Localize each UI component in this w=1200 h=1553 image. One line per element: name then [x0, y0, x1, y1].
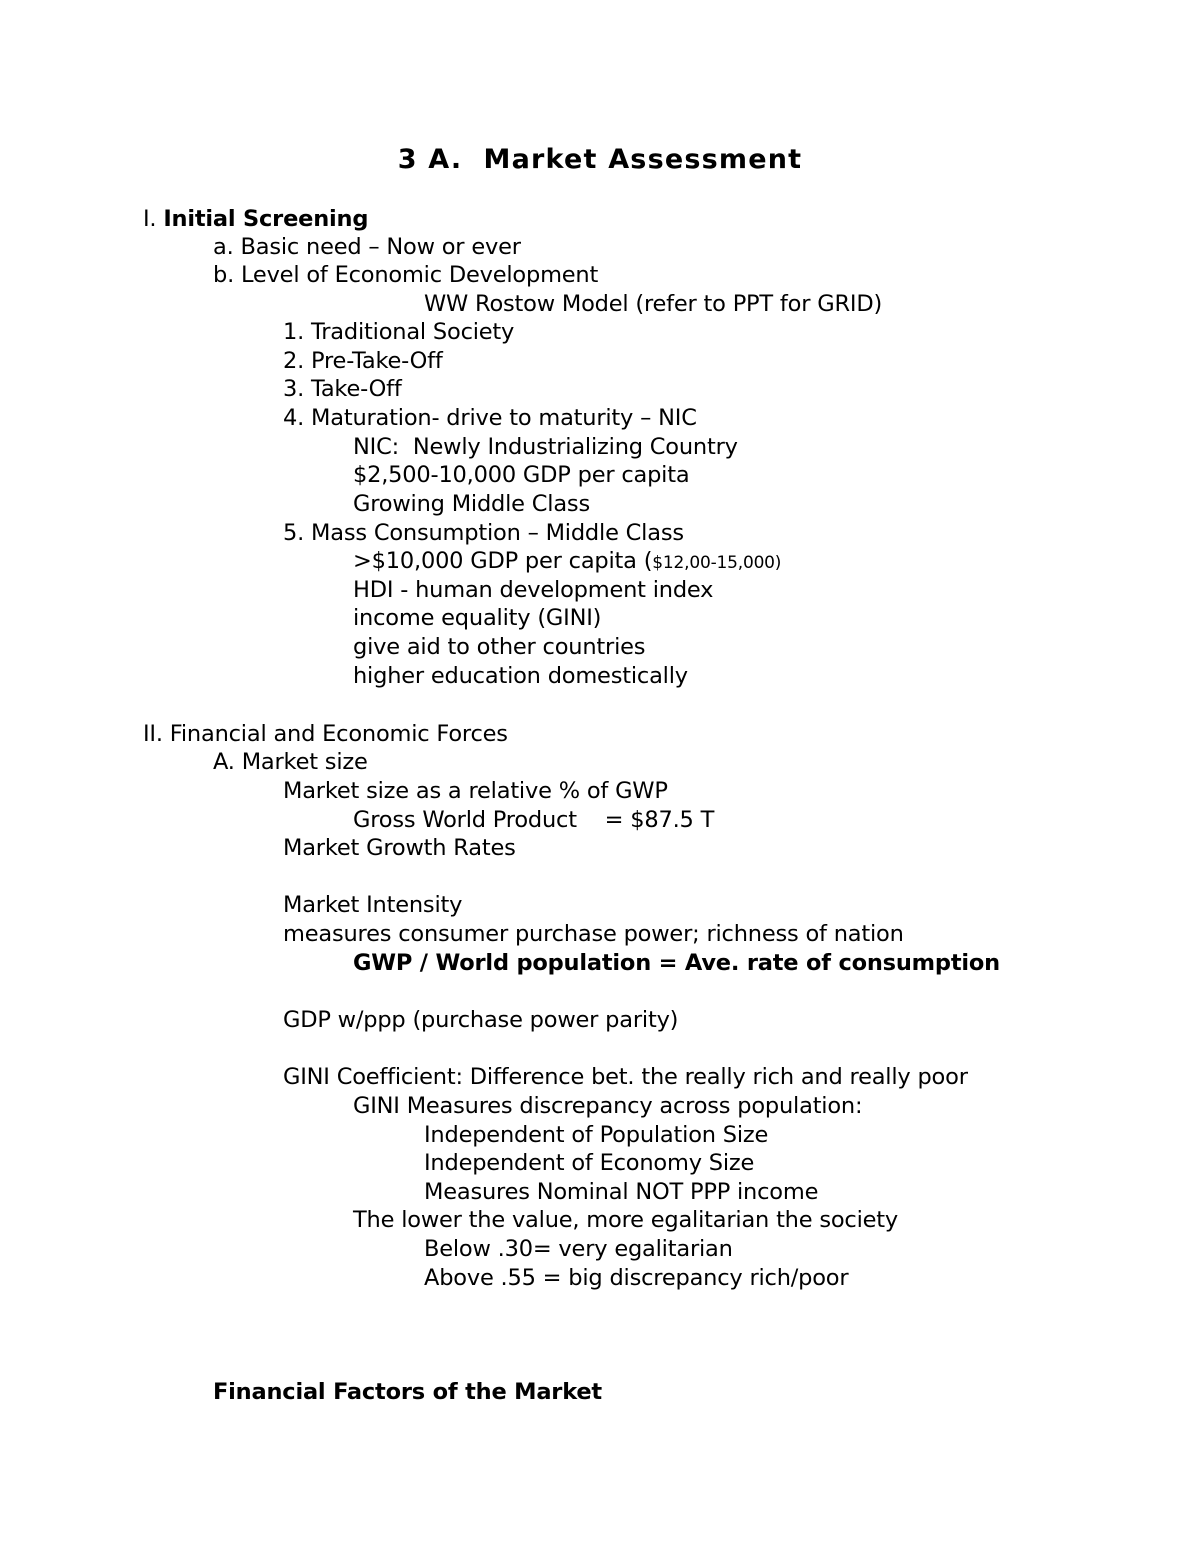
below-threshold: Below .30= very egalitarian	[424, 1236, 733, 1262]
stage-5-gdp	[353, 547, 781, 577]
gini-coefficient: GINI Coefficient: Difference bet. the really rich and really poor	[283, 1064, 968, 1090]
gini-measures: GINI Measures discrepancy across population:	[353, 1093, 863, 1119]
stage-5-gini: income equality (GINI)	[353, 605, 602, 631]
item-b: b. Level of Economic Development	[213, 262, 599, 288]
financial-factors-heading: Financial Factors of the Market	[213, 1379, 602, 1405]
market-size-relative: Market size as a relative % of GWP	[283, 778, 668, 804]
item-a: a. Basic need – Now or ever	[213, 234, 521, 260]
page-title: 3 A. Market Assessment	[397, 144, 803, 175]
stage-5: 5. Mass Consumption – Middle Class	[283, 520, 684, 546]
section-2-heading: II. Financial and Economic Forces	[143, 721, 508, 747]
gross-world-product: Gross World Product = $87.5 T	[353, 807, 715, 833]
stage-5-aid: give aid to other countries	[353, 634, 646, 660]
consumption-formula: GWP / World population = Ave. rate of consumption	[353, 950, 1000, 976]
section-1-title: Initial Screening	[163, 206, 369, 232]
independent-economy: Independent of Economy Size	[424, 1150, 755, 1176]
stage-5-education: higher education domestically	[353, 663, 688, 689]
stage-1: 1. Traditional Society	[283, 319, 515, 345]
rostow-model-line: WW Rostow Model (refer to PPT for GRID)	[424, 291, 883, 317]
stage-4-gdp: $2,500-10,000 GDP per capita	[353, 462, 690, 488]
independent-population: Independent of Population Size	[424, 1122, 769, 1148]
stage-4-middle-class: Growing Middle Class	[353, 491, 590, 517]
gdp-ppp: GDP w/ppp (purchase power parity)	[283, 1007, 679, 1033]
stage-2: 2. Pre-Take-Off	[283, 348, 443, 374]
stage-5-gdp-text: >$10,000 GDP per capita (	[353, 548, 653, 574]
stage-5-hdi: HDI - human development index	[353, 577, 714, 603]
stage-4: 4. Maturation- drive to maturity – NIC	[283, 405, 697, 431]
nominal-income: Measures Nominal NOT PPP income	[424, 1179, 819, 1205]
section-1-heading	[143, 205, 368, 233]
stage-4-nic: NIC: Newly Industrializing Country	[353, 434, 738, 460]
above-threshold: Above .55 = big discrepancy rich/poor	[424, 1265, 849, 1291]
stage-3: 3. Take-Off	[283, 376, 402, 402]
section-1-numeral: I.	[143, 206, 164, 232]
intensity-measures: measures consumer purchase power; richness of nation	[283, 921, 904, 947]
stage-5-gdp-range: $12,00-15,000)	[652, 553, 782, 573]
lower-value: The lower the value, more egalitarian the society	[353, 1207, 899, 1233]
market-growth-rates: Market Growth Rates	[283, 835, 516, 861]
section-2-a: A. Market size	[213, 749, 368, 775]
market-intensity: Market Intensity	[283, 892, 463, 918]
